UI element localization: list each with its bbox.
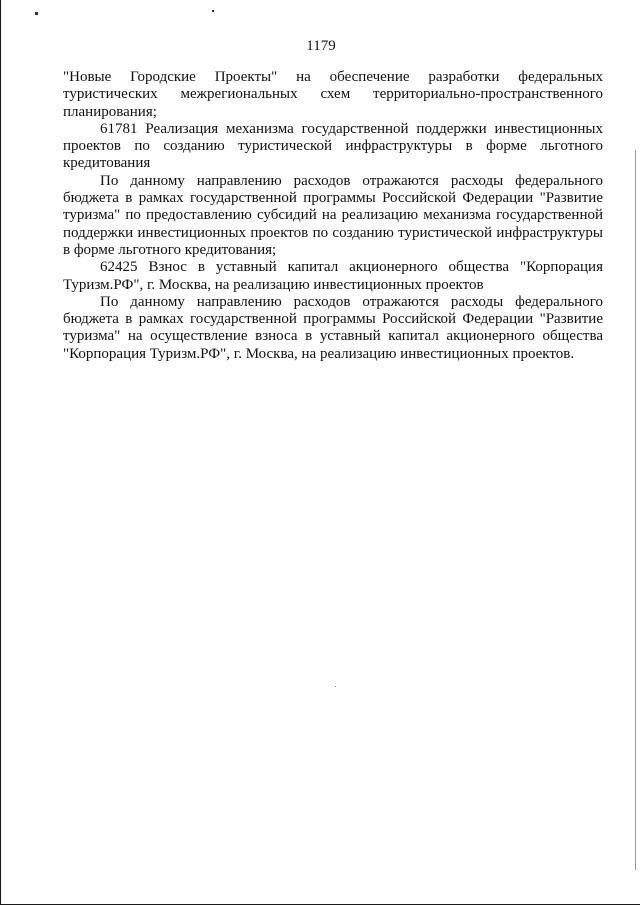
- paragraph-schemes-continuation: "Новые Городские Проекты" на обеспечение разработки федеральных туристических межрегиональных схем территориально-пространственного планирования;: [63, 69, 603, 120]
- scan-edge-line: [635, 150, 636, 870]
- scan-speck: [335, 686, 336, 687]
- scan-speck: [35, 12, 38, 15]
- paragraph-62425-description: По данному направлению расходов отражаются расходы федерального бюджета в рамках государственной программы Российской Федерации "Развитие туризма" на осуществление взноса в уставный капитал акционерного общества "Корпорация Туризм.РФ", г. Москва, на реализацию инвестиционных проектов.: [63, 293, 603, 362]
- paragraph-61781-description: По данному направлению расходов отражаются расходы федерального бюджета в рамках государственной программы Российской Федерации "Развитие туризма" по предоставлению субсидий на реализацию механизма государственной поддержки инвестиционных проектов по созданию туристической инфраструктуры в форме льготного кредитования;: [63, 172, 603, 258]
- page-number: 1179: [306, 38, 336, 54]
- paragraph-code-61781: 61781 Реализация механизма государственной поддержки инвестиционных проектов по созданию туристической инфраструктуры в форме льготного кредитования: [63, 120, 603, 172]
- paragraph-code-62425: 62425 Взнос в уставный капитал акционерного общества "Корпорация Туризм.РФ", г. Москва, на реализацию инвестиционных проектов: [63, 259, 603, 293]
- scan-speck: [212, 10, 214, 12]
- document-body: [63, 69, 603, 363]
